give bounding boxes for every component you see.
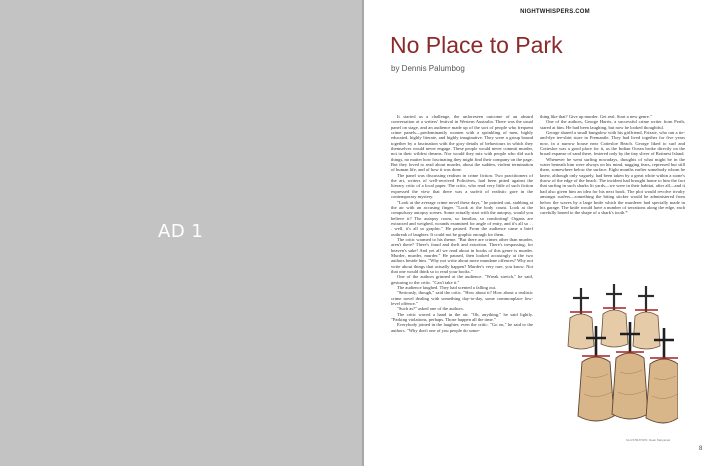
page-number: 8 bbox=[699, 446, 703, 452]
paragraph: Everybody joined in the laughter, even the critic. "Go on," he said to the authors. "Why don't one of you people do some- bbox=[391, 322, 533, 333]
paragraph: One of the authors grinned at the audience. "Wreak stretch," he said, gesturing to the critic. "Can't take it." bbox=[391, 274, 533, 285]
paragraph: It started as a challenge, the unforeseen outcome of an absurd conversation at a writers' festival in Western Australia. There was the usual panel on stage, and an audience made up of the sort of people who frequent crime panels—predominantly women with a sprinkling of men, highly educated, highly literate, and highly imaginative. They were a group bound together by a fascination with the gory details of behaviours in which they themselves would never engage. These people would never commit murder, not in their wildest dreams. Nor would they mix with people who did such things, no matter how fascinating they might find their company on the page. But they loved to read about murder, about the sudden, violent termination of human life, and of how it was done. bbox=[391, 114, 533, 173]
illustration-credit: ILLUSTRATION: Dean Maryanek bbox=[626, 438, 671, 442]
paragraph: Whenever he went surfing nowadays, thoughts of what might be in the water beneath him were always on his mind, nagging fears, repressed but still there, somewhere below the surface. Eight months earlier somebody whom he knew, although only vaguely, had been taken by a great white within a stone's throw of the edge of the beach. The incident had brought home to him the fact that surfing in such sharks lit yards—we were in their habitat, after all—and it had also given him an idea for his next book. The plot would revolve rivalry amongst surfers—something the biting sticker would be administered from below the waves by a large knife which the murderer had specially made in his garage. The knife would have a number of serrations along the edge, each carefully honed to the shape of a shark's tooth.* bbox=[540, 156, 685, 216]
ad-label: AD 1 bbox=[158, 221, 204, 242]
article-title: No Place to Park bbox=[390, 32, 563, 58]
paragraph: "Seriously, though," said the critic. "How about it? How about a realistic crime novel dealing with something day-to-day, some commonplace low-level offence." bbox=[391, 290, 533, 307]
site-header[interactable]: NIGHTWHISPERS.COM bbox=[520, 9, 590, 15]
paragraph: thing like that? Give up murder. Get real. Start a new genre." bbox=[540, 114, 652, 119]
paragraph: The critic warmed to his theme. "But there are crimes other than murder, aren't there? There's fraud and theft and extortion. There's trespassing, for heaven's sake! And yet all we read about in books of this genre is murder. Murder, murder, murder." He paused, then looked accusingly at the two authors beside him. "Why not write about more mundane offences? Why not write about things that actually happen? Murder's very rare, you know. Not that one would think so to read your books." bbox=[391, 236, 533, 274]
paragraph: "Look at the average crime novel these days," he pointed out, stabbing at the air with an accusing finger. "Look at the body count. Look at the compulsory autopsy scenes. Some actually start with the autopsy, would you believe it? The autopsy room, so familiar, so comforting! Organs are extracted and weighed, wounds examined for angle of entry, and it's all so . . . well, it's all so graphic." He paused. From the audience came a brief outbreak of laughter. It could not be graphic enough for them. bbox=[391, 199, 533, 237]
article-illustration bbox=[566, 276, 678, 436]
article-column-left bbox=[391, 114, 533, 333]
paragraph: "Such as?" asked one of the authors. bbox=[397, 306, 464, 312]
article-byline: by Dennis Palumbog bbox=[391, 64, 465, 73]
paragraph: One of the authors, George Harris, a successful crime writer from Perth, stared at him. He had been laughing, but now he looked thoughtful. bbox=[540, 119, 685, 130]
paragraph: The critic waved a hand in the air. "Oh, anything," he said lightly. "Parking violations, perhaps. Those happen all the time." bbox=[391, 311, 533, 323]
paragraph: George shared a small bungalow with his girlfriend, Frizzie, who ran a tie-and-dye tee-shirt store in Fremantle. They had lived together for five years now, in a narrow house near Cottesloe Beach. George liked to surf and Cottesloe was a good place for it, as the Indian Ocean broke directly on the broad expanse of sand there, festered only by the tiny sliver of Rottnest Island. bbox=[540, 130, 685, 157]
paragraph: The panel was discussing realism in crime fiction. Two practitioners of the art, writers of well-received Policières, had been pitted against the literary critic of a local paper. The critic, who read very little of such fiction expressed the view that there was a surfeit of realistic gore in the contemporary mystery. bbox=[391, 172, 533, 200]
paragraph: The audience laughed. They had scented a falling out. bbox=[397, 285, 497, 290]
article-column-right bbox=[540, 114, 685, 216]
